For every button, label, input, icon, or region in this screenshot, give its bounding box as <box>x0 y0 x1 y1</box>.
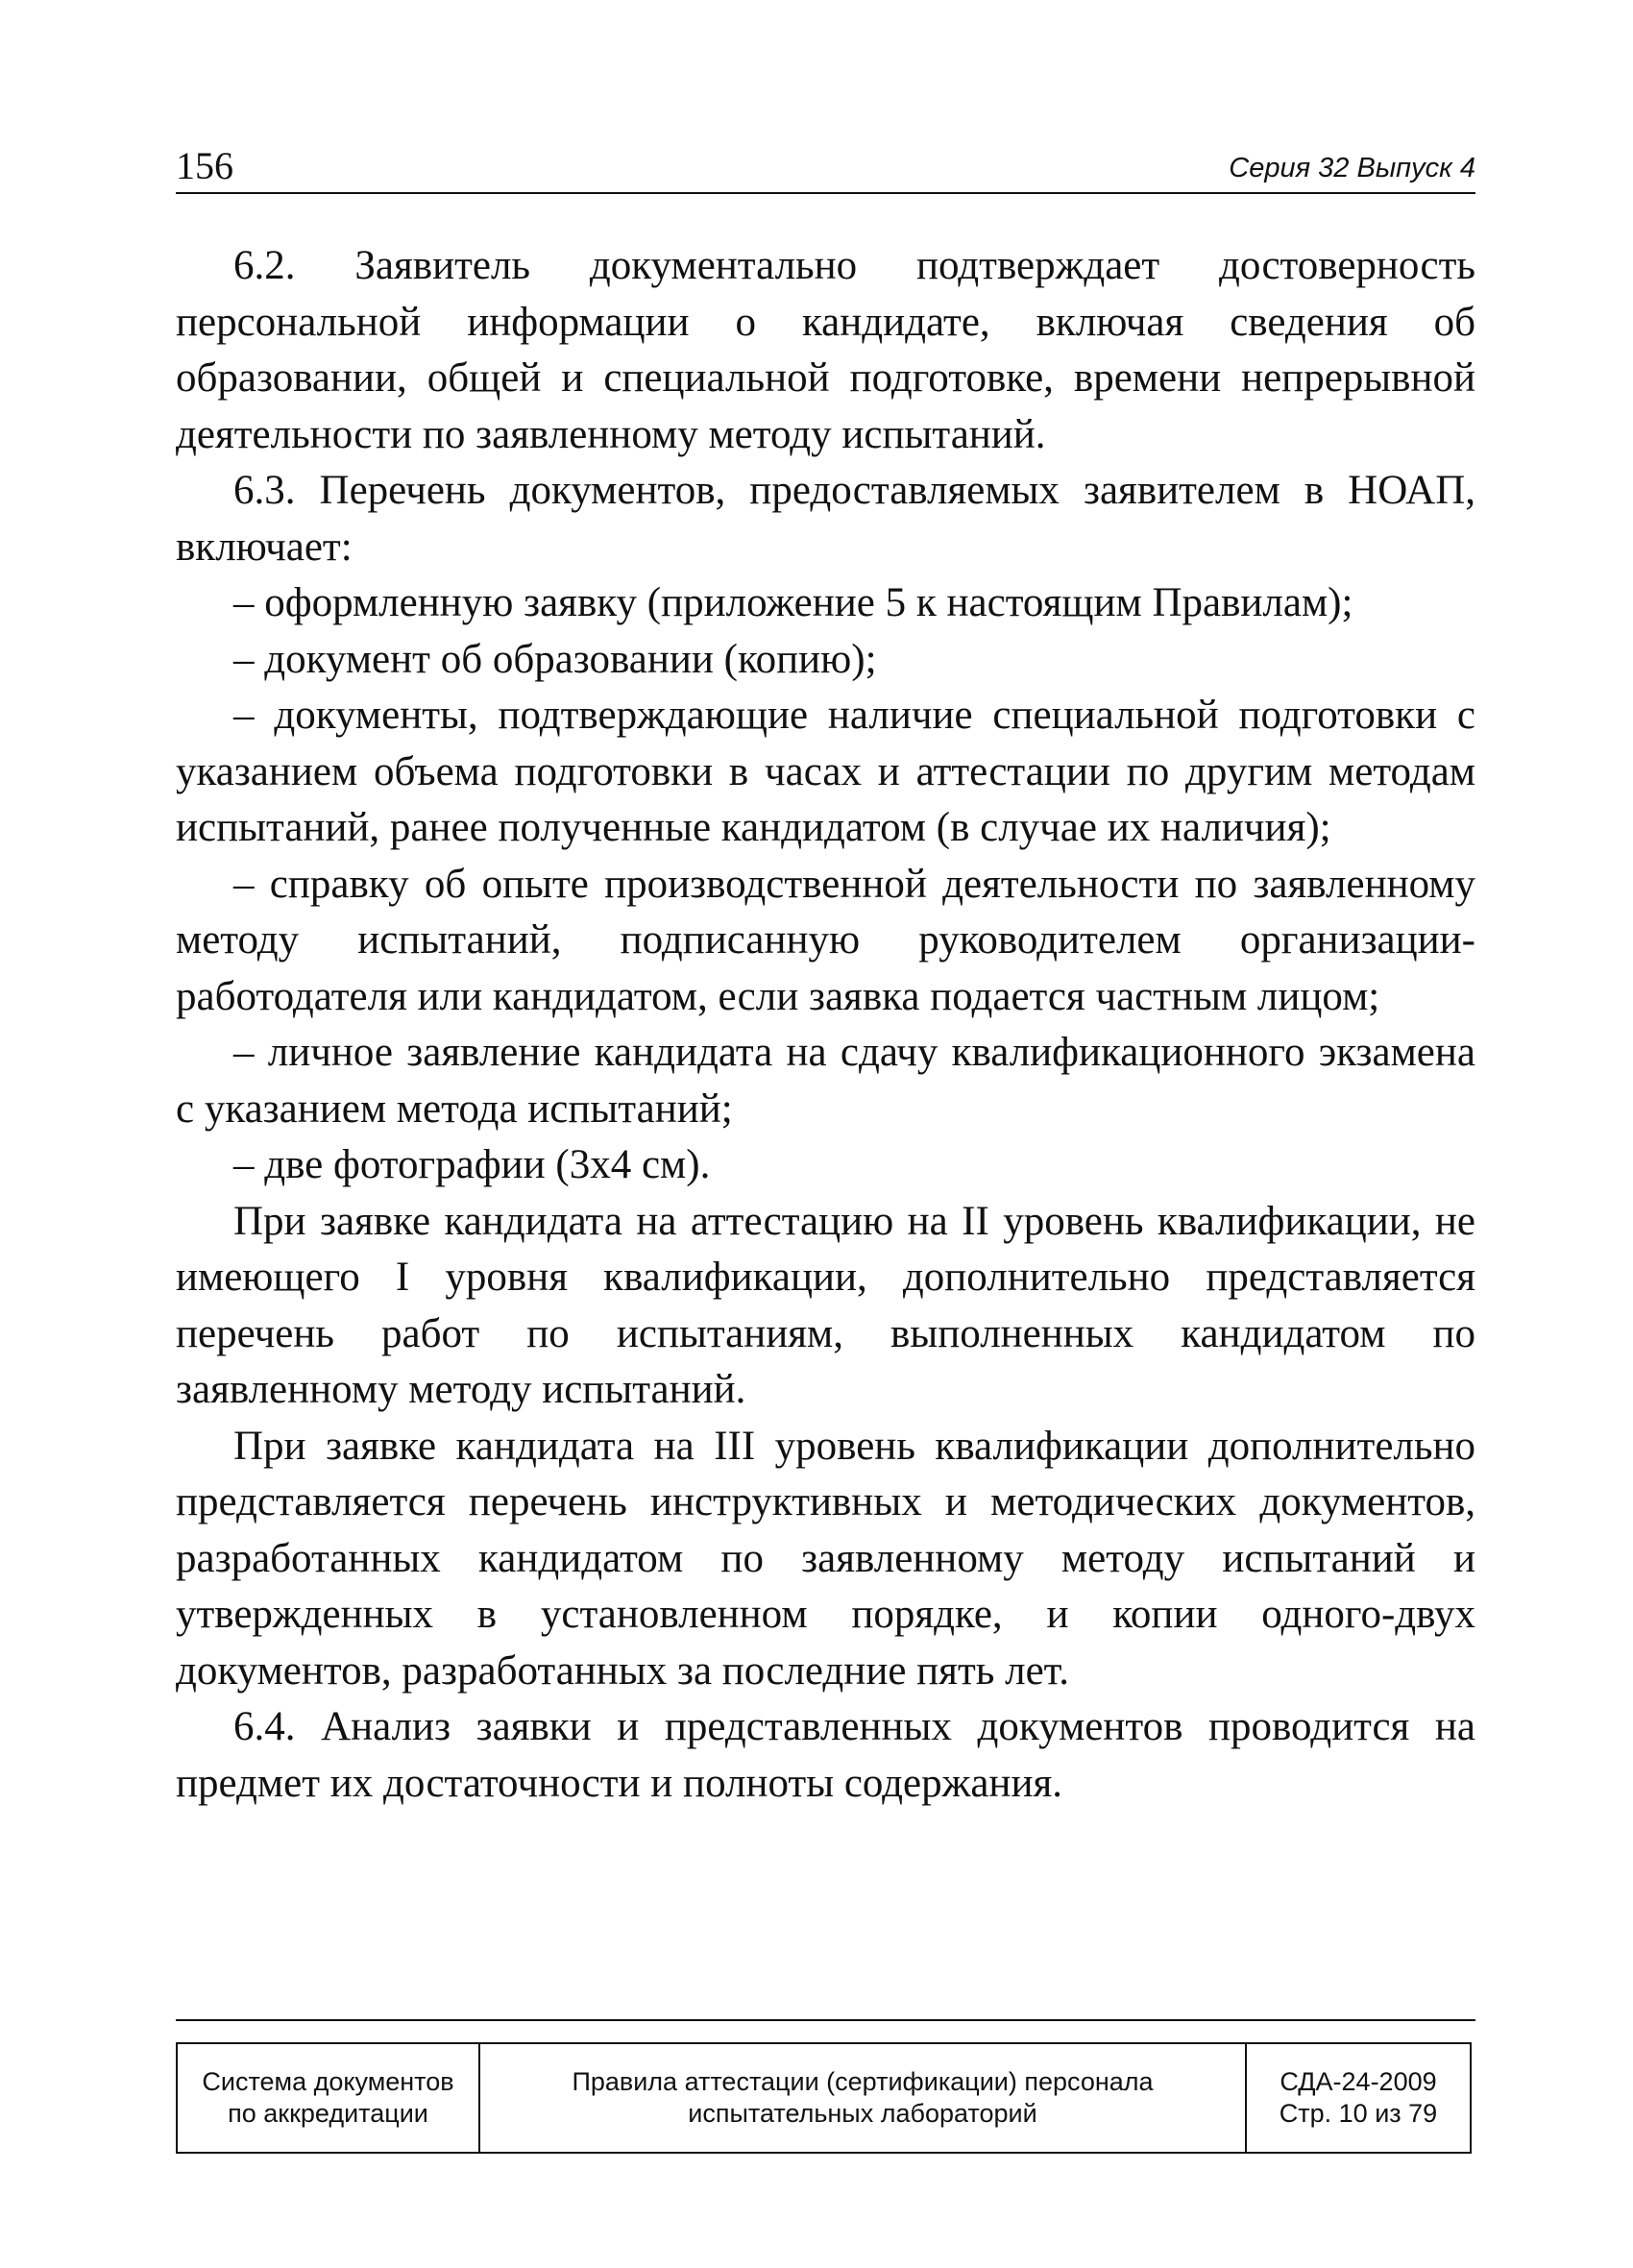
footer-divider <box>176 2019 1475 2021</box>
footer-doc-code: СДА-24-2009 <box>1280 2067 1437 2096</box>
footer-cell-system <box>178 2044 480 2152</box>
list-item: – оформленную заявку (приложение 5 к настоящим Правилам); <box>233 580 1353 625</box>
list-item: – справку об опыте производственной деятельности по заявленному методу испытаний, подписанную руководителем организации-работодателя или кандидатом, если заявка подается частным лицом; <box>176 861 1475 1019</box>
paragraph: При заявке кандидата на аттестацию на II уровень квалификации, не имеющего I уровня квалификации, дополнительно представляется перечень работ по испытаниям, выполненных кандидатом по заявленному методу испытаний. <box>176 1198 1475 1412</box>
list-item: – документы, подтверждающие наличие специальной подготовки с указанием объема подготовки в часах и аттестации по другим методам испытаний, ранее полученные кандидатом (в случае их наличия); <box>176 693 1475 850</box>
list-item: – документ об образовании (копию); <box>233 636 877 682</box>
page-header <box>176 144 1475 194</box>
series-label: Серия 32 Выпуск 4 <box>1229 153 1475 183</box>
footer-page-count: Стр. 10 из 79 <box>1279 2099 1438 2128</box>
paragraph: 6.3. Перечень документов, предоставляемых заявителем в НОАП, включает: <box>176 468 1475 570</box>
footer-system-line2: по аккредитации <box>228 2099 428 2128</box>
footer-table <box>176 2042 1472 2154</box>
paragraph: 6.4. Анализ заявки и представленных документов проводится на предмет их достаточности и полноты содержания. <box>176 1704 1475 1806</box>
footer-cell-code <box>1247 2044 1470 2152</box>
list-item: – две фотографии (3х4 см). <box>233 1142 711 1187</box>
footer-system-line1: Система документов <box>202 2067 454 2096</box>
footer-cell-title <box>480 2044 1247 2152</box>
paragraph: 6.2. Заявитель документально подтверждает достоверность персональной информации о кандидате, включая сведения об образовании, общей и специальной подготовке, времени непрерывной деятельности по заявленному методу испытаний. <box>176 243 1475 457</box>
document-body <box>176 238 1475 1812</box>
list-item: – личное заявление кандидата на сдачу квалификационного экзамена с указанием метода испытаний; <box>176 1030 1475 1132</box>
paragraph: При заявке кандидата на III уровень квалификации дополнительно представляется перечень инструктивных и методических документов, разработанных кандидатом по заявленному методу испытаний и утвержденных в установленном порядке, и копии одного-двух документов, разработанных за последние пять лет. <box>176 1423 1475 1694</box>
page-number: 156 <box>176 144 233 187</box>
footer-title-line1: Правила аттестации (сертификации) персонала <box>572 2067 1154 2096</box>
footer-title-line2: испытательных лабораторий <box>688 2099 1037 2128</box>
